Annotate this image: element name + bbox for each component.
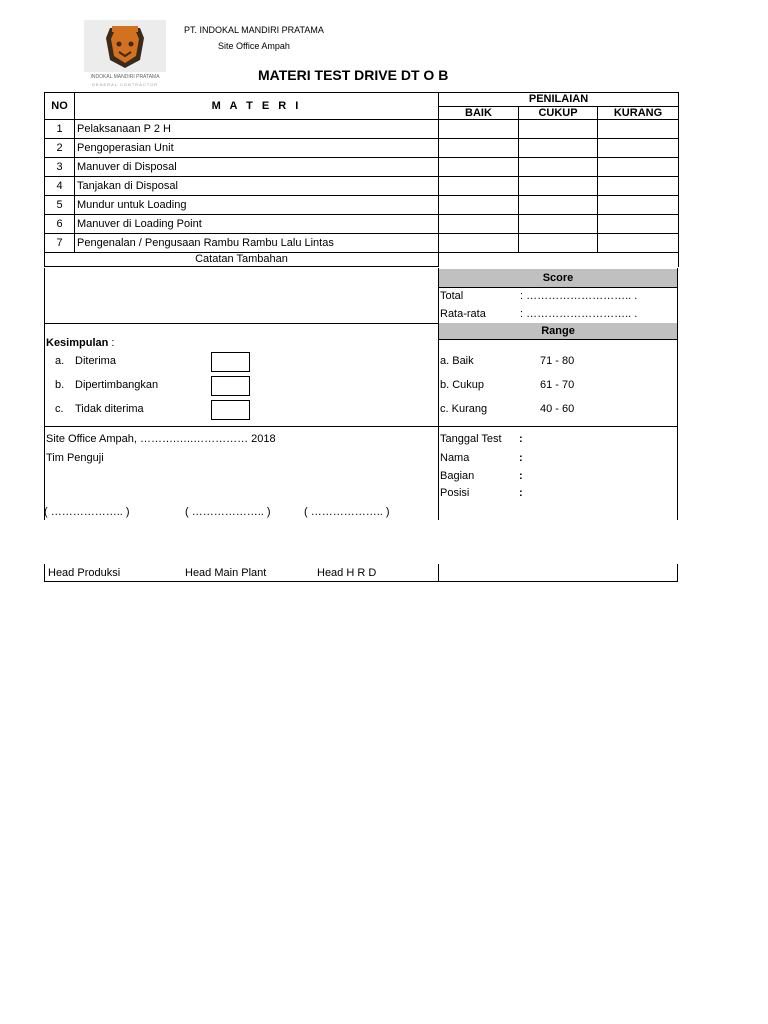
signature-line[interactable]: ( ……………….. ) bbox=[304, 506, 390, 518]
average-label: Rata-rata bbox=[440, 308, 486, 320]
score-header: Score bbox=[439, 269, 677, 287]
cell-baik[interactable] bbox=[439, 196, 519, 215]
total-value[interactable]: : ……………………….. . bbox=[520, 290, 638, 302]
cell-cukup[interactable] bbox=[519, 139, 598, 158]
option-dipertimbangkan: Dipertimbangkan bbox=[75, 379, 159, 391]
info-label: Tanggal Test bbox=[440, 433, 502, 445]
site-date: Site Office Ampah, ……….…..…………… 2018 bbox=[46, 433, 276, 445]
cell-baik[interactable] bbox=[439, 158, 519, 177]
table-row bbox=[45, 196, 679, 215]
row-materi: Pengenalan / Pengusaan Rambu Rambu Lalu Lintas bbox=[75, 234, 439, 253]
row-materi: Mundur untuk Loading bbox=[75, 196, 439, 215]
option-letter: c. bbox=[55, 403, 64, 415]
row-materi: Manuver di Loading Point bbox=[75, 215, 439, 234]
row-no: 3 bbox=[45, 158, 75, 177]
option-diterima: Diterima bbox=[75, 355, 116, 367]
option-letter: b. bbox=[55, 379, 65, 391]
header-materi: M A T E R I bbox=[75, 93, 439, 120]
bottom-right-border bbox=[677, 564, 678, 581]
table-row bbox=[45, 215, 679, 234]
info-colon: : bbox=[519, 470, 523, 482]
table-row bbox=[45, 139, 679, 158]
header-baik: BAIK bbox=[439, 106, 519, 120]
page-title: MATERI TEST DRIVE DT O B bbox=[258, 67, 449, 83]
kesimpulan-heading bbox=[46, 337, 114, 349]
kesimpulan-label: Kesimpulan bbox=[46, 337, 109, 349]
bottom-center-divider bbox=[438, 564, 439, 581]
catatan-tambahan-label: Catatan Tambahan bbox=[45, 253, 439, 267]
right-border bbox=[677, 268, 678, 520]
header-no: NO bbox=[45, 93, 75, 120]
divider-line bbox=[438, 287, 678, 288]
company-name: PT. INDOKAL MANDIRI PRATAMA bbox=[184, 25, 324, 35]
cell-kurang[interactable] bbox=[598, 234, 679, 253]
cell-cukup[interactable] bbox=[519, 196, 598, 215]
left-border bbox=[44, 268, 45, 520]
table-row bbox=[45, 158, 679, 177]
diterima-checkbox[interactable] bbox=[211, 352, 250, 372]
cell-cukup[interactable] bbox=[519, 177, 598, 196]
bottom-border bbox=[44, 581, 678, 582]
row-materi: Tanjakan di Disposal bbox=[75, 177, 439, 196]
cell-kurang[interactable] bbox=[598, 139, 679, 158]
row-materi: Manuver di Disposal bbox=[75, 158, 439, 177]
total-label: Total bbox=[440, 290, 464, 302]
cell-baik[interactable] bbox=[439, 177, 519, 196]
site-name: Site Office Ampah bbox=[218, 41, 290, 51]
row-no: 4 bbox=[45, 177, 75, 196]
cell-cukup[interactable] bbox=[519, 158, 598, 177]
average-value[interactable]: : ……………………….. . bbox=[520, 308, 638, 320]
materi-table bbox=[44, 92, 679, 267]
info-colon: : bbox=[519, 433, 523, 445]
signature-line[interactable]: ( ……………….. ) bbox=[44, 506, 130, 518]
option-letter: a. bbox=[55, 355, 65, 367]
header-kurang: KURANG bbox=[598, 106, 679, 120]
kesimpulan-colon: : bbox=[111, 337, 115, 349]
range-name: c. Kurang bbox=[440, 403, 488, 415]
cell-kurang[interactable] bbox=[598, 177, 679, 196]
dipertimbangkan-checkbox[interactable] bbox=[211, 376, 250, 396]
row-no: 2 bbox=[45, 139, 75, 158]
cell-kurang[interactable] bbox=[598, 215, 679, 234]
tim-penguji: Tim Penguji bbox=[46, 452, 104, 464]
cell-kurang[interactable] bbox=[598, 196, 679, 215]
range-value: 71 - 80 bbox=[540, 355, 575, 367]
logo-subtext: GENERAL CONTRACTOR bbox=[91, 82, 159, 87]
center-divider bbox=[438, 268, 439, 520]
company-logo bbox=[84, 20, 166, 90]
range-name: b. Cukup bbox=[440, 379, 485, 391]
logo-text: INDOKAL MANDIRI PRATAMA bbox=[90, 74, 160, 80]
option-tidak-diterima: Tidak diterima bbox=[75, 403, 144, 415]
range-value: 40 - 60 bbox=[540, 403, 575, 415]
range-header: Range bbox=[439, 323, 677, 340]
table-row bbox=[45, 120, 679, 139]
head-hrd: Head H R D bbox=[317, 567, 377, 579]
table-row bbox=[45, 234, 679, 253]
cell-baik[interactable] bbox=[439, 234, 519, 253]
row-no: 7 bbox=[45, 234, 75, 253]
table-row bbox=[45, 177, 679, 196]
cell-baik[interactable] bbox=[439, 120, 519, 139]
range-name: a. Baik bbox=[440, 355, 474, 367]
cell-kurang[interactable] bbox=[598, 158, 679, 177]
cell-baik[interactable] bbox=[439, 215, 519, 234]
row-materi: Pelaksanaan P 2 H bbox=[75, 120, 439, 139]
info-colon: : bbox=[519, 452, 523, 464]
logo-emblem bbox=[84, 20, 166, 72]
cell-kurang[interactable] bbox=[598, 120, 679, 139]
head-main-plant: Head Main Plant bbox=[185, 567, 267, 579]
divider-line bbox=[44, 426, 678, 427]
info-label: Nama bbox=[440, 452, 470, 464]
cell-cukup[interactable] bbox=[519, 120, 598, 139]
header-penilaian: PENILAIAN bbox=[439, 93, 679, 107]
cell-cukup[interactable] bbox=[519, 234, 598, 253]
range-value: 61 - 70 bbox=[540, 379, 575, 391]
tidak-diterima-checkbox[interactable] bbox=[211, 400, 250, 420]
cell-baik[interactable] bbox=[439, 139, 519, 158]
row-no: 6 bbox=[45, 215, 75, 234]
signature-line[interactable]: ( ……………….. ) bbox=[185, 506, 271, 518]
row-no: 1 bbox=[45, 120, 75, 139]
bottom-left-border bbox=[44, 564, 45, 581]
row-no: 5 bbox=[45, 196, 75, 215]
row-materi: Pengoperasian Unit bbox=[75, 139, 439, 158]
head-produksi: Head Produksi bbox=[48, 567, 121, 579]
header-cukup: CUKUP bbox=[519, 106, 598, 120]
info-label: Posisi bbox=[440, 487, 470, 499]
info-colon: : bbox=[519, 487, 523, 499]
cell-cukup[interactable] bbox=[519, 215, 598, 234]
info-label: Bagian bbox=[440, 470, 475, 482]
